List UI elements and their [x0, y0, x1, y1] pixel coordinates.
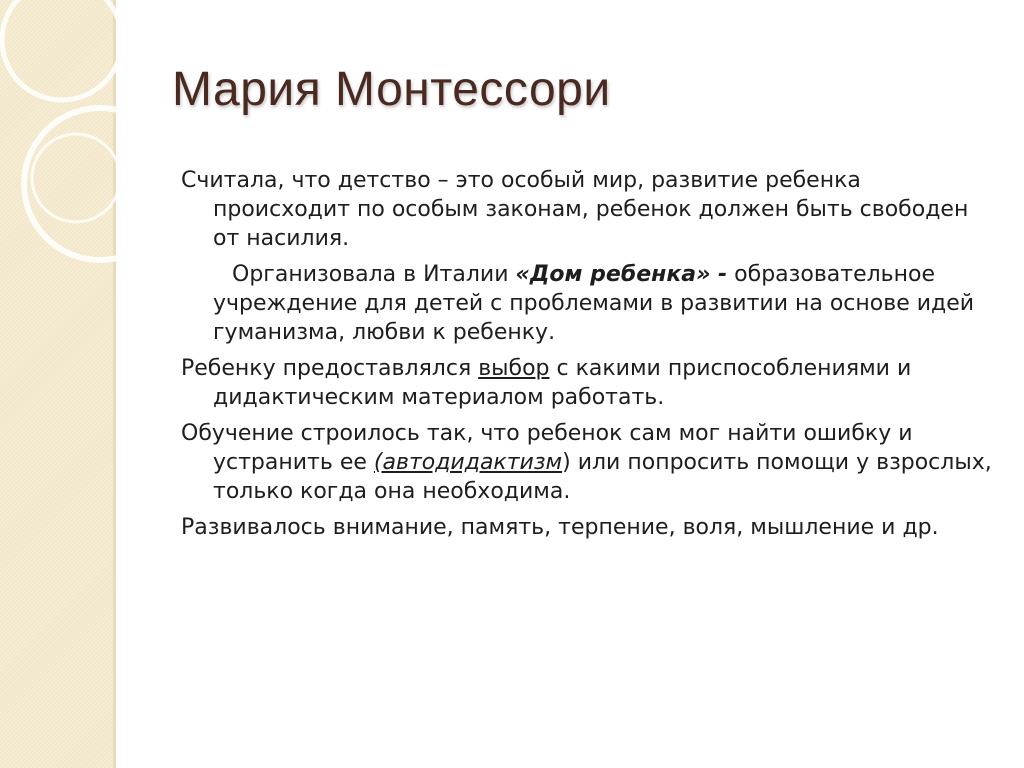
- deco-circle-upper: [2, 0, 122, 100]
- paragraph-development: [181, 513, 996, 542]
- slide-body: [181, 166, 996, 549]
- decorative-circles: [0, 0, 150, 300]
- deco-circle-large: [24, 108, 150, 260]
- choice-lead: Ребенку предоставлялся: [181, 356, 479, 381]
- dom-rebenka-lead: Организовала в Италии: [232, 262, 516, 287]
- paragraph-dom-rebenka: [181, 260, 996, 347]
- dom-rebenka-rest: образовательное учреждение для детей с проблемами в развитии на основе идей гуманизма, любви к ребенку.: [213, 262, 975, 345]
- choice-rest: с какими приспособлениями и дидактическим материалом работать.: [213, 356, 912, 410]
- self-correction-term: автодидактизм: [382, 450, 563, 475]
- deco-circle-inner: [32, 134, 120, 222]
- choice-underlined-word: выбор: [478, 356, 550, 381]
- paragraph-childhood: [181, 166, 996, 253]
- self-correction-open-paren: (: [373, 450, 383, 475]
- self-correction-lead: Обучение строилось так, что ребенок сам мог найти ошибку и устранить ее: [181, 421, 913, 475]
- slide-title: Мария Монтессори: [172, 63, 611, 116]
- paragraph-choice: [181, 354, 996, 412]
- paragraph-self-correction: [181, 419, 996, 506]
- paragraph-childhood-text: Считала, что детство – это особый мир, развитие ребенка происходит по особым законам, ребенок должен быть свободен от насилия.: [181, 168, 969, 251]
- self-correction-rest: ) или попросить помощи у взрослых, только когда она необходима.: [213, 450, 992, 504]
- paragraph-development-text: Развивалось внимание, память, терпение, воля, мышление и др.: [181, 515, 939, 540]
- dom-rebenka-emphasis: «Дом ребенка» -: [515, 262, 728, 287]
